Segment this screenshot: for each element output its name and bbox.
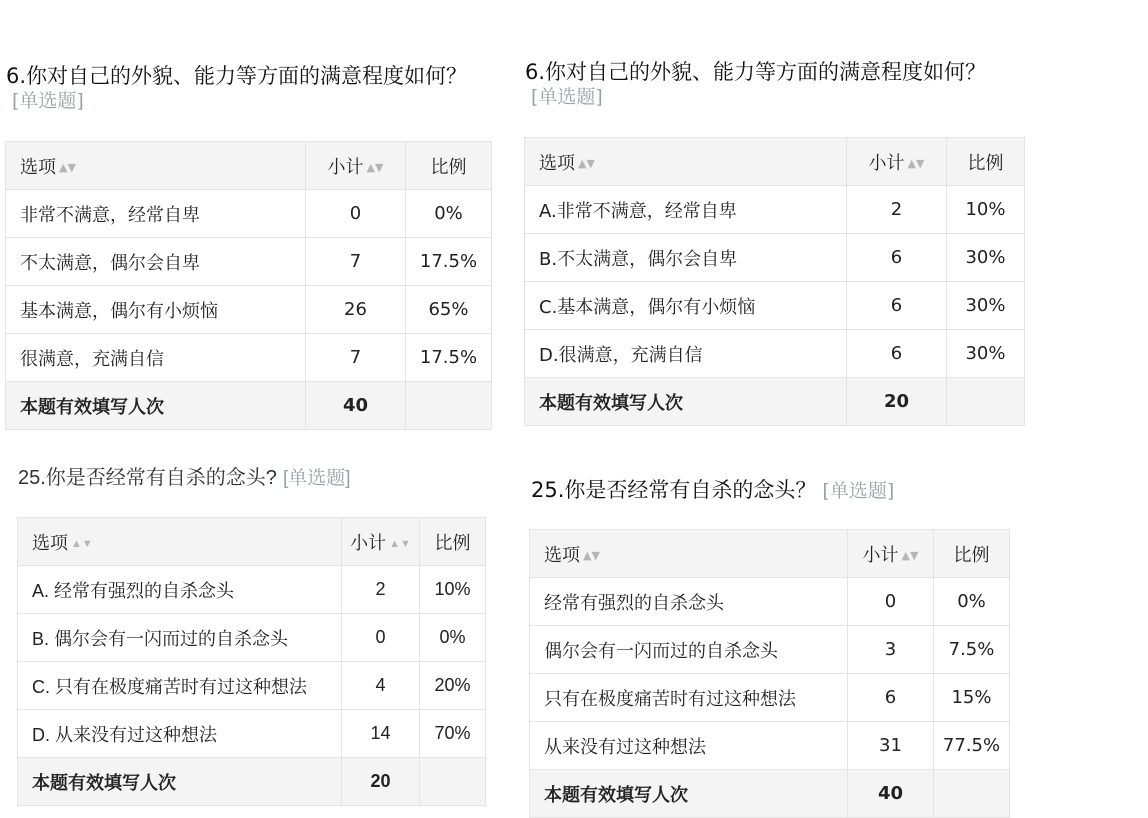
option-cell: B.不太满意，偶尔会自卑: [525, 234, 847, 282]
ratio-cell: 20%: [420, 662, 486, 710]
column-header-option[interactable]: 选项 ▲▼: [525, 138, 847, 186]
option-cell: D.很满意，充满自信: [525, 330, 847, 378]
count-cell: 6: [847, 234, 947, 282]
table-footer-row: [525, 378, 1025, 426]
table-row: [18, 710, 486, 758]
ratio-cell: 0%: [420, 614, 486, 662]
question-text: 25.你是否经常有自杀的念头？: [531, 478, 817, 502]
count-cell: 6: [848, 674, 934, 722]
option-cell: 非常不满意，经常自卑: [6, 190, 306, 238]
ratio-cell: 77.5%: [934, 722, 1010, 770]
count-cell: 6: [847, 282, 947, 330]
option-cell: A.非常不满意，经常自卑: [525, 186, 847, 234]
question-text: 25.你是否经常有自杀的念头?: [18, 467, 277, 489]
results-table: [5, 141, 492, 430]
total-count: 40: [848, 770, 934, 818]
count-cell: 7: [306, 238, 406, 286]
sort-icon[interactable]: ▲▼: [59, 161, 76, 174]
table-header-row: [18, 518, 486, 566]
column-header-count[interactable]: 小计 ▲▼: [342, 518, 420, 566]
ratio-cell: 30%: [947, 330, 1025, 378]
count-cell: 3: [848, 626, 934, 674]
option-cell: B. 偶尔会有一闪而过的自杀念头: [18, 614, 342, 662]
option-cell: 很满意，充满自信: [6, 334, 306, 382]
question-title: [18, 466, 498, 491]
ratio-cell: 0%: [406, 190, 492, 238]
table-row: [525, 234, 1025, 282]
empty-cell: [406, 382, 492, 430]
empty-cell: [934, 770, 1010, 818]
ratio-cell: 10%: [420, 566, 486, 614]
column-header-option[interactable]: 选项 ▲▼: [6, 142, 306, 190]
ratio-cell: 10%: [947, 186, 1025, 234]
table-row: [525, 282, 1025, 330]
column-header-count[interactable]: 小计 ▲▼: [848, 530, 934, 578]
table-row: [6, 334, 492, 382]
option-cell: A. 经常有强烈的自杀念头: [18, 566, 342, 614]
table-row: [530, 578, 1010, 626]
option-cell: 不太满意，偶尔会自卑: [6, 238, 306, 286]
ratio-cell: 17.5%: [406, 334, 492, 382]
sort-icon[interactable]: ▲▼: [901, 549, 919, 562]
total-label: 本题有效填写人次: [530, 770, 848, 818]
count-cell: 0: [306, 190, 406, 238]
results-table: [17, 517, 486, 806]
question-type-tag: [单选题]: [282, 468, 351, 489]
count-cell: 4: [342, 662, 420, 710]
sort-icon[interactable]: ▲▼: [366, 161, 384, 174]
option-cell: D. 从来没有过这种想法: [18, 710, 342, 758]
sort-icon[interactable]: ▲▼: [907, 157, 925, 170]
ratio-cell: 70%: [420, 710, 486, 758]
option-cell: 经常有强烈的自杀念头: [530, 578, 848, 626]
option-cell: 偶尔会有一闪而过的自杀念头: [530, 626, 848, 674]
column-header-ratio: 比例: [934, 530, 1010, 578]
column-header-ratio: 比例: [406, 142, 492, 190]
count-cell: 14: [342, 710, 420, 758]
table-footer-row: [18, 758, 486, 806]
table-header-row: [6, 142, 492, 190]
total-count: 20: [847, 378, 947, 426]
ratio-cell: 30%: [947, 282, 1025, 330]
question-type-tag: [单选题]: [12, 90, 84, 112]
column-header-option[interactable]: 选项 ▲▼: [18, 518, 342, 566]
column-header-ratio: 比例: [420, 518, 486, 566]
table-row: [18, 662, 486, 710]
count-cell: 26: [306, 286, 406, 334]
column-header-count[interactable]: 小计 ▲▼: [306, 142, 406, 190]
table-row: [530, 722, 1010, 770]
table-row: [6, 238, 492, 286]
count-cell: 7: [306, 334, 406, 382]
column-header-option[interactable]: 选项 ▲▼: [530, 530, 848, 578]
ratio-cell: 0%: [934, 578, 1010, 626]
question-type-tag: [单选题]: [531, 86, 603, 108]
total-label: 本题有效填写人次: [525, 378, 847, 426]
table-footer-row: [6, 382, 492, 430]
question-title: [531, 478, 1001, 503]
table-row: [530, 626, 1010, 674]
count-cell: 6: [847, 330, 947, 378]
table-footer-row: [530, 770, 1010, 818]
total-count: 40: [306, 382, 406, 430]
table-header-row: [525, 138, 1025, 186]
empty-cell: [420, 758, 486, 806]
column-header-count[interactable]: 小计 ▲▼: [847, 138, 947, 186]
empty-cell: [947, 378, 1025, 426]
option-cell: 从来没有过这种想法: [530, 722, 848, 770]
question-title: [6, 64, 476, 113]
table-row: [6, 286, 492, 334]
results-table: [524, 137, 1025, 426]
count-cell: 0: [848, 578, 934, 626]
table-row: [530, 674, 1010, 722]
option-cell: C. 只有在极度痛苦时有过这种想法: [18, 662, 342, 710]
question-type-tag: [单选题]: [822, 480, 895, 502]
total-label: 本题有效填写人次: [18, 758, 342, 806]
question-text: 6.你对自己的外貌、能力等方面的满意程度如何？: [525, 60, 987, 84]
table-row: [18, 614, 486, 662]
table-header-row: [530, 530, 1010, 578]
count-cell: 31: [848, 722, 934, 770]
option-cell: 基本满意，偶尔有小烦恼: [6, 286, 306, 334]
column-header-ratio: 比例: [947, 138, 1025, 186]
table-row: [525, 186, 1025, 234]
sort-icon[interactable]: ▲▼: [578, 157, 595, 170]
question-title: [525, 60, 1005, 109]
table-row: [525, 330, 1025, 378]
ratio-cell: 15%: [934, 674, 1010, 722]
ratio-cell: 17.5%: [406, 238, 492, 286]
ratio-cell: 65%: [406, 286, 492, 334]
option-cell: 只有在极度痛苦时有过这种想法: [530, 674, 848, 722]
table-row: [18, 566, 486, 614]
total-count: 20: [342, 758, 420, 806]
results-table: [529, 529, 1010, 818]
table-row: [6, 190, 492, 238]
total-label: 本题有效填写人次: [6, 382, 306, 430]
question-text: 6.你对自己的外貌、能力等方面的满意程度如何？: [6, 64, 468, 88]
count-cell: 2: [342, 566, 420, 614]
sort-icon[interactable]: ▲▼: [389, 537, 411, 550]
ratio-cell: 30%: [947, 234, 1025, 282]
sort-icon[interactable]: ▲▼: [71, 537, 93, 550]
option-cell: C.基本满意，偶尔有小烦恼: [525, 282, 847, 330]
count-cell: 0: [342, 614, 420, 662]
count-cell: 2: [847, 186, 947, 234]
sort-icon[interactable]: ▲▼: [583, 549, 600, 562]
ratio-cell: 7.5%: [934, 626, 1010, 674]
